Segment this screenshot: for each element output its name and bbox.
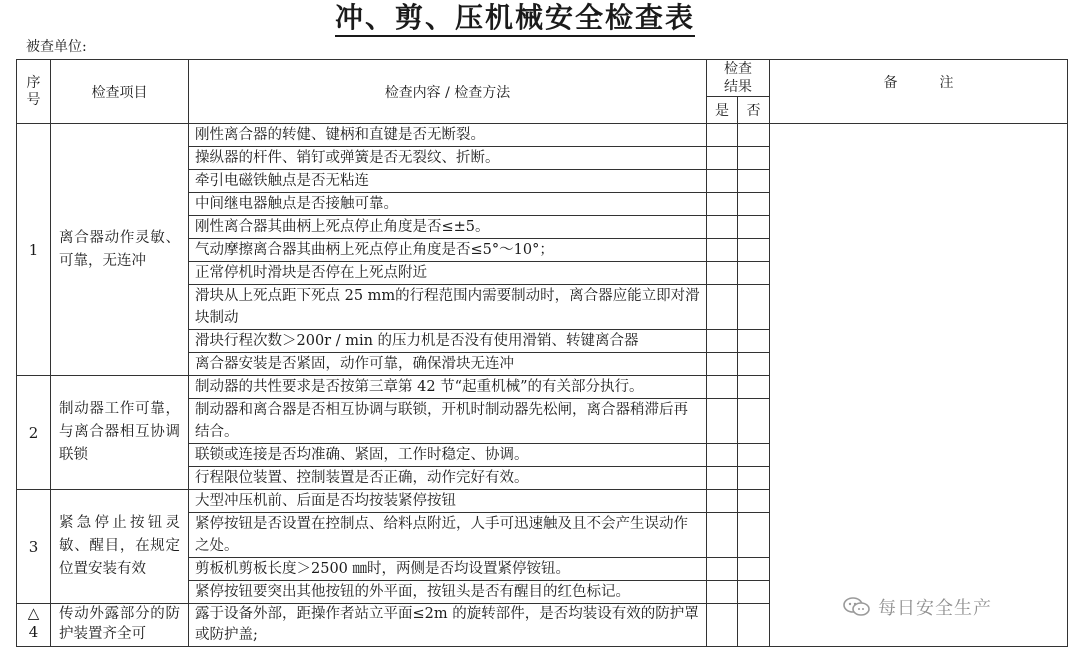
- result-no-cell[interactable]: [738, 604, 770, 647]
- result-yes-cell[interactable]: [707, 513, 738, 558]
- seq-cell: 2: [17, 376, 51, 490]
- result-no-cell[interactable]: [738, 513, 770, 558]
- content-cell: 刚性离合器的转健、键柄和直键是否无断裂。: [189, 124, 707, 147]
- page-title: 冲、剪、压机械安全检查表: [0, 0, 1030, 36]
- result-yes-cell[interactable]: [707, 353, 738, 376]
- header-no: 否: [738, 97, 770, 124]
- result-yes-cell[interactable]: [707, 581, 738, 604]
- content-cell: 制动器和离合器是否相互协调与联锁，开机时制动器先松闸，离合器稍滞后再结合。: [189, 399, 707, 444]
- content-cell: 剪板机剪板长度＞2500 ㎜时，两侧是否均设置紧停铵钮。: [189, 558, 707, 581]
- result-yes-cell[interactable]: [707, 147, 738, 170]
- content-cell: 正常停机时滑块是否停在上死点附近: [189, 262, 707, 285]
- wechat-icon: [842, 596, 872, 618]
- content-cell: 紧停按钮是否设置在控制点、给料点附近，人手可迅速触及且不会产生误动作之处。: [189, 513, 707, 558]
- result-yes-cell[interactable]: [707, 124, 738, 147]
- header-remark: 备 注: [770, 60, 1068, 124]
- result-no-cell[interactable]: [738, 124, 770, 147]
- result-no-cell[interactable]: [738, 170, 770, 193]
- result-yes-cell[interactable]: [707, 399, 738, 444]
- content-cell: 行程限位装置、控制装置是否正确，动作完好有效。: [189, 467, 707, 490]
- result-yes-cell[interactable]: [707, 193, 738, 216]
- checklist-body: [17, 124, 1068, 647]
- header-content: 检查内容 / 检查方法: [189, 60, 707, 124]
- result-no-cell[interactable]: [738, 490, 770, 513]
- content-cell: 刚性离合器其曲柄上死点停止角度是否≤±5。: [189, 216, 707, 239]
- header-result: 检查结果: [707, 60, 770, 97]
- result-no-cell[interactable]: [738, 239, 770, 262]
- content-cell: 中间继电器触点是否接触可靠。: [189, 193, 707, 216]
- result-no-cell[interactable]: [738, 285, 770, 330]
- result-yes-cell[interactable]: [707, 558, 738, 581]
- header-seq: 序号: [17, 60, 51, 124]
- result-yes-cell[interactable]: [707, 216, 738, 239]
- content-cell: 离合器安装是否紧固，动作可靠，确保滑块无连冲: [189, 353, 707, 376]
- result-no-cell[interactable]: [738, 216, 770, 239]
- content-cell: 联锁或连接是否均准确、紧固，工作时稳定、协调。: [189, 444, 707, 467]
- content-cell: 气动摩擦离合器其曲柄上死点停止角度是否≤5°～10°；: [189, 239, 707, 262]
- content-cell: 制动器的共性要求是否按第三章第 42 节“起重机械”的有关部分执行。: [189, 376, 707, 399]
- result-yes-cell[interactable]: [707, 330, 738, 353]
- content-cell: 露于设备外部，距操作者站立平面≤2m 的旋转部件，是否均装设有效的防护罩或防护盖;: [189, 604, 707, 647]
- header-item: 检查项目: [51, 60, 189, 124]
- seq-cell: 3: [17, 490, 51, 604]
- header-yes: 是: [707, 97, 738, 124]
- content-cell: 大型冲压机前、后面是否均按装紧停按钮: [189, 490, 707, 513]
- result-no-cell[interactable]: [738, 444, 770, 467]
- item-cell: 传动外露部分的防护装置齐全可: [51, 604, 189, 647]
- seq-cell: 1: [17, 124, 51, 376]
- table-row: [17, 124, 1068, 147]
- seq-cell: △4: [17, 604, 51, 647]
- inspected-unit-label: 被查单位:: [26, 39, 87, 55]
- content-cell: 滑块从上死点距下死点 25 mm的行程范围内需要制动时，离合器应能立即对滑块制动: [189, 285, 707, 330]
- result-no-cell[interactable]: [738, 467, 770, 490]
- content-cell: 操纵器的杆件、销钉或弹簧是否无裂纹、折断。: [189, 147, 707, 170]
- result-no-cell[interactable]: [738, 147, 770, 170]
- checklist-table: [16, 59, 1068, 647]
- watermark: [842, 594, 992, 620]
- result-yes-cell[interactable]: [707, 239, 738, 262]
- result-yes-cell[interactable]: [707, 467, 738, 490]
- result-yes-cell[interactable]: [707, 170, 738, 193]
- item-cell: 紧急停止按钮灵敏、醒目，在规定位置安装有效: [51, 490, 189, 604]
- result-no-cell[interactable]: [738, 262, 770, 285]
- result-no-cell[interactable]: [738, 330, 770, 353]
- result-yes-cell[interactable]: [707, 262, 738, 285]
- result-no-cell[interactable]: [738, 353, 770, 376]
- result-yes-cell[interactable]: [707, 376, 738, 399]
- result-no-cell[interactable]: [738, 193, 770, 216]
- content-cell: 牵引电磁铁触点是否无粘连: [189, 170, 707, 193]
- result-no-cell[interactable]: [738, 581, 770, 604]
- result-yes-cell[interactable]: [707, 285, 738, 330]
- result-yes-cell[interactable]: [707, 490, 738, 513]
- item-cell: 离合器动作灵敏、可靠，无连冲: [51, 124, 189, 376]
- result-no-cell[interactable]: [738, 399, 770, 444]
- result-yes-cell[interactable]: [707, 604, 738, 647]
- content-cell: 滑块行程次数＞200r / min 的压力机是否没有使用滑销、转键离合器: [189, 330, 707, 353]
- result-no-cell[interactable]: [738, 376, 770, 399]
- item-cell: 制动器工作可靠，与离合器相互协调联锁: [51, 376, 189, 490]
- header-row: [17, 60, 1068, 97]
- remark-cell[interactable]: [770, 124, 1068, 647]
- result-yes-cell[interactable]: [707, 444, 738, 467]
- content-cell: 紧停按钮要突出其他按钮的外平面，按钮头是否有醒目的红色标记。: [189, 581, 707, 604]
- watermark-text: 每日安全生产: [878, 598, 992, 619]
- result-no-cell[interactable]: [738, 558, 770, 581]
